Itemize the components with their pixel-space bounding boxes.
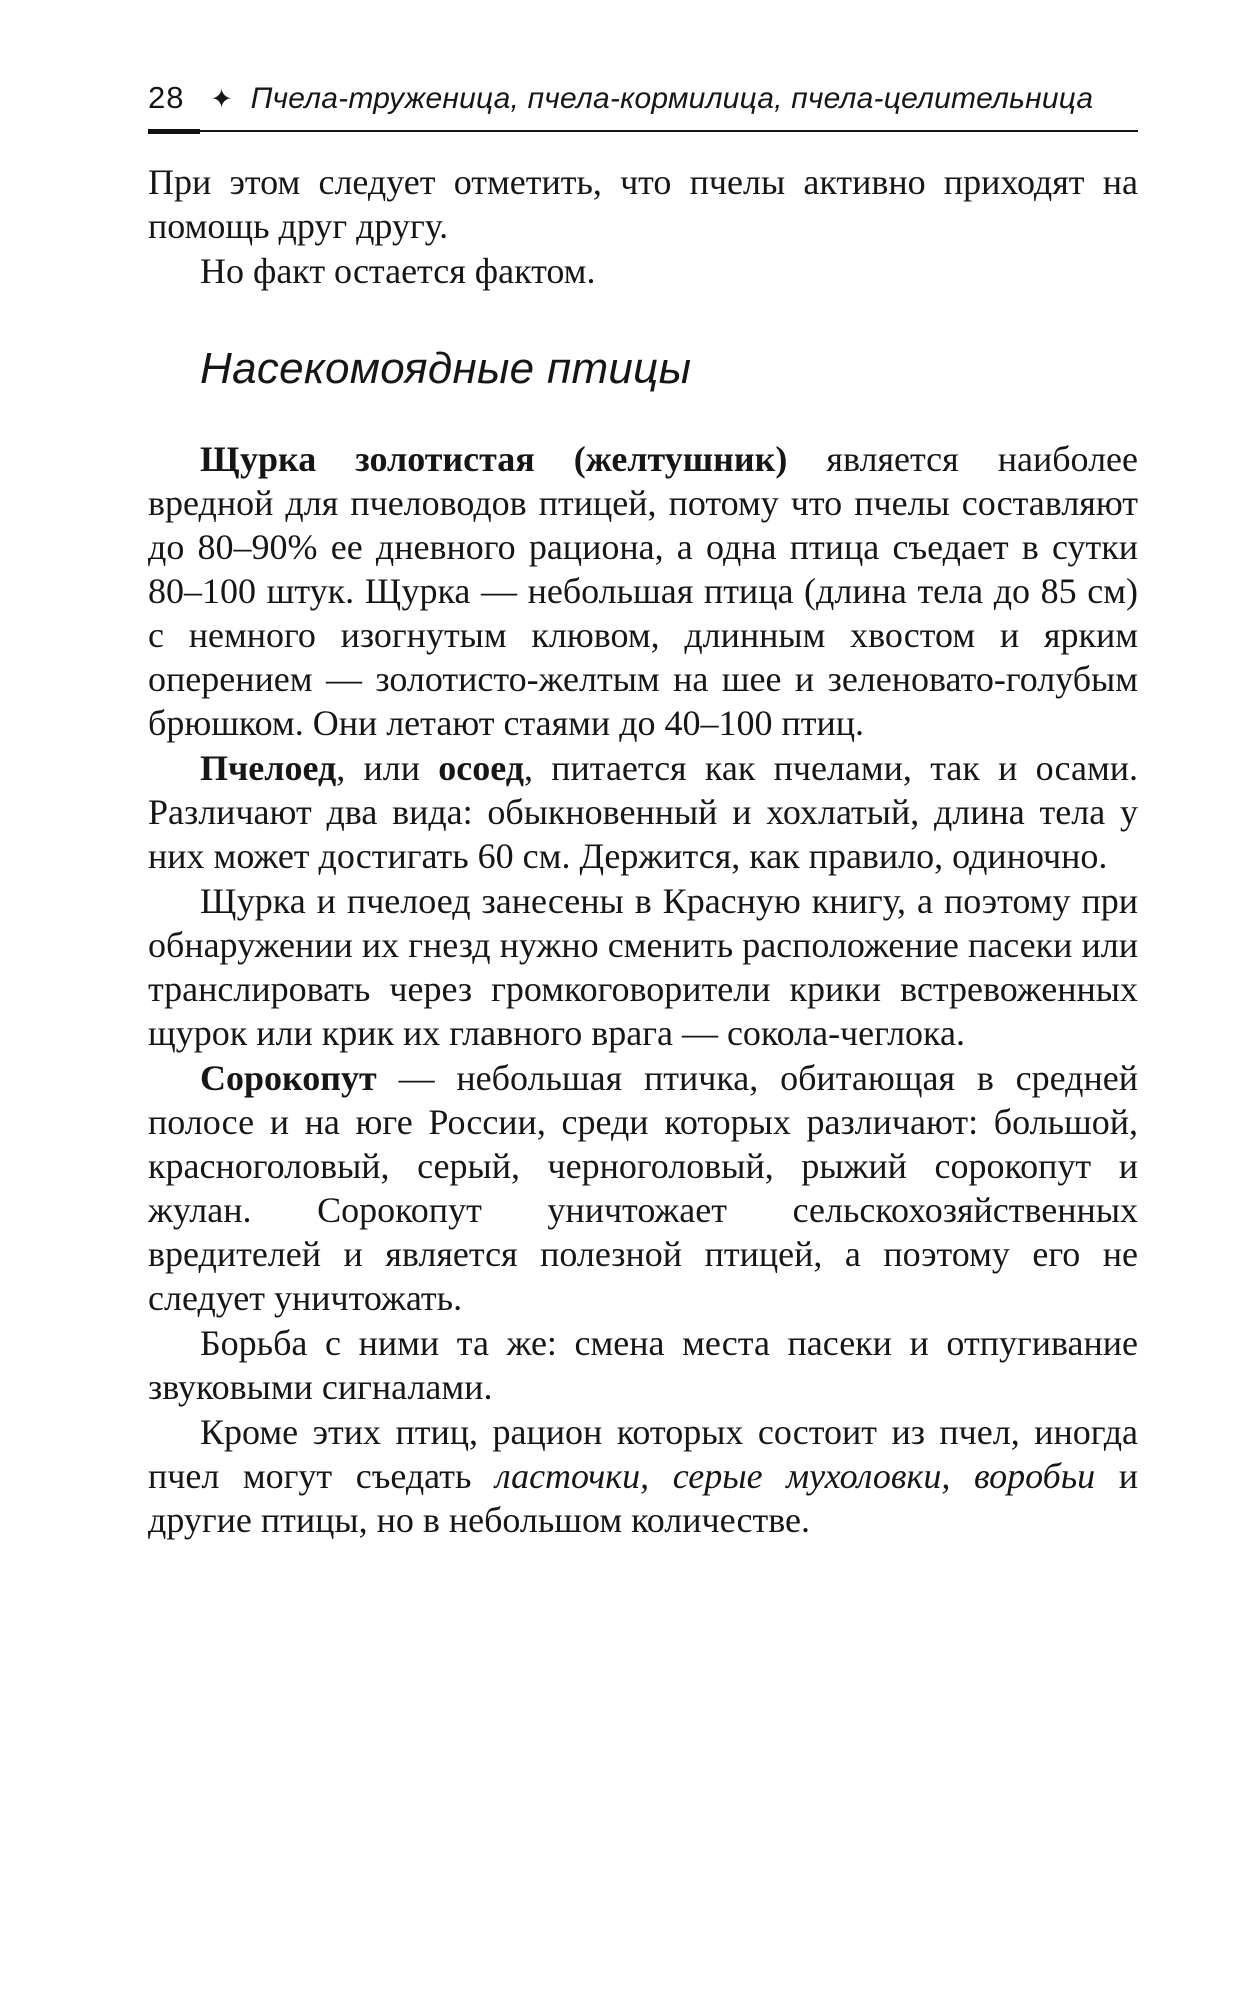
term-osoed: осоед [438,748,524,788]
paragraph-other-birds-text: Кроме этих птиц, рацион которых состоит из пчел, иногда пчел могут съедать [148,1412,1138,1496]
paragraph-sorokoput-text: — небольшая птичка, обитающая в средней полосе и на юге России, среди которых различают: большой, красноголовый, серый, черноголовый, рыжий сорокопут и жулан. Сорокопут уничтожает сельскохозяйственных вредителей и является полезной птицей, а поэтому его не следует уничтожать. [148,1058,1138,1318]
paragraph-shchurka-text: является наиболее вредной для пчеловодов птицей, потому что пчелы составляют до 80–90% ее дневного рациона, а одна птица съедает в сутки 80–100 штук. Щурка — небольшая птица (длина тела до 85 см) с немного изогнутым клювом, длинным хвостом и ярким оперением — золотисто-желтым на шее и зеленовато-голубым брюшком. Они летают стаями до 40–100 птиц. [148,439,1138,743]
running-head-rule-accent [148,129,200,134]
running-head-rule [148,130,1138,132]
intro-conclusion: Но факт остается фактом. [200,251,596,291]
paragraph-pcheloed-text: , питается как пчелами, так и осами. Различают два вида: обыкновенный и хохлатый, длина тела у них может достигать 60 см. Держится, как правило, одиночно. [148,748,1139,876]
term-sorokoput: Сорокопут [200,1058,377,1098]
paragraph-pcheloed-connector: , или [336,748,439,788]
paragraph-fight: Борьба с ними та же: смена места пасеки и отпугивание звуковыми сигналами. [148,1323,1138,1407]
term-shchurka: Щурка золотистая (желтушник) [200,439,788,479]
other-birds-list: ласточки, серые мухоловки, воробьи [494,1456,1096,1496]
running-head [148,72,1138,124]
paragraph-red-book: Щурка и пчелоед занесены в Красную книгу, а поэтому при обнаружении их гнезд нужно сменить расположение пасеки или транслировать через громкоговорители крики встревоженных щурок или крик их главного врага — сокола-чеглока. [148,881,1138,1053]
paragraph-other-birds [148,1410,1138,1542]
term-pcheloed: Пчелоед [200,748,337,788]
running-head-title: Пчела-труженица, пчела-кормилица, пчела-целительница [250,82,1094,115]
paragraph-pcheloed [148,746,1138,878]
intro-paragraph: При этом следует отметить, что пчелы активно приходят на помощь друг другу. [148,162,1138,246]
section-heading: Насекомоядные птицы [200,344,692,393]
paragraph-other-birds-end: и другие птицы, но в небольшом количестве. [148,1456,1138,1540]
page-number: 28 [148,80,185,115]
star-ornament-icon: ✦ [210,84,233,114]
paragraph-sorokoput [148,1056,1138,1320]
page-body [148,160,1138,1542]
book-page [148,72,1139,1540]
paragraph-shchurka [148,437,1138,745]
